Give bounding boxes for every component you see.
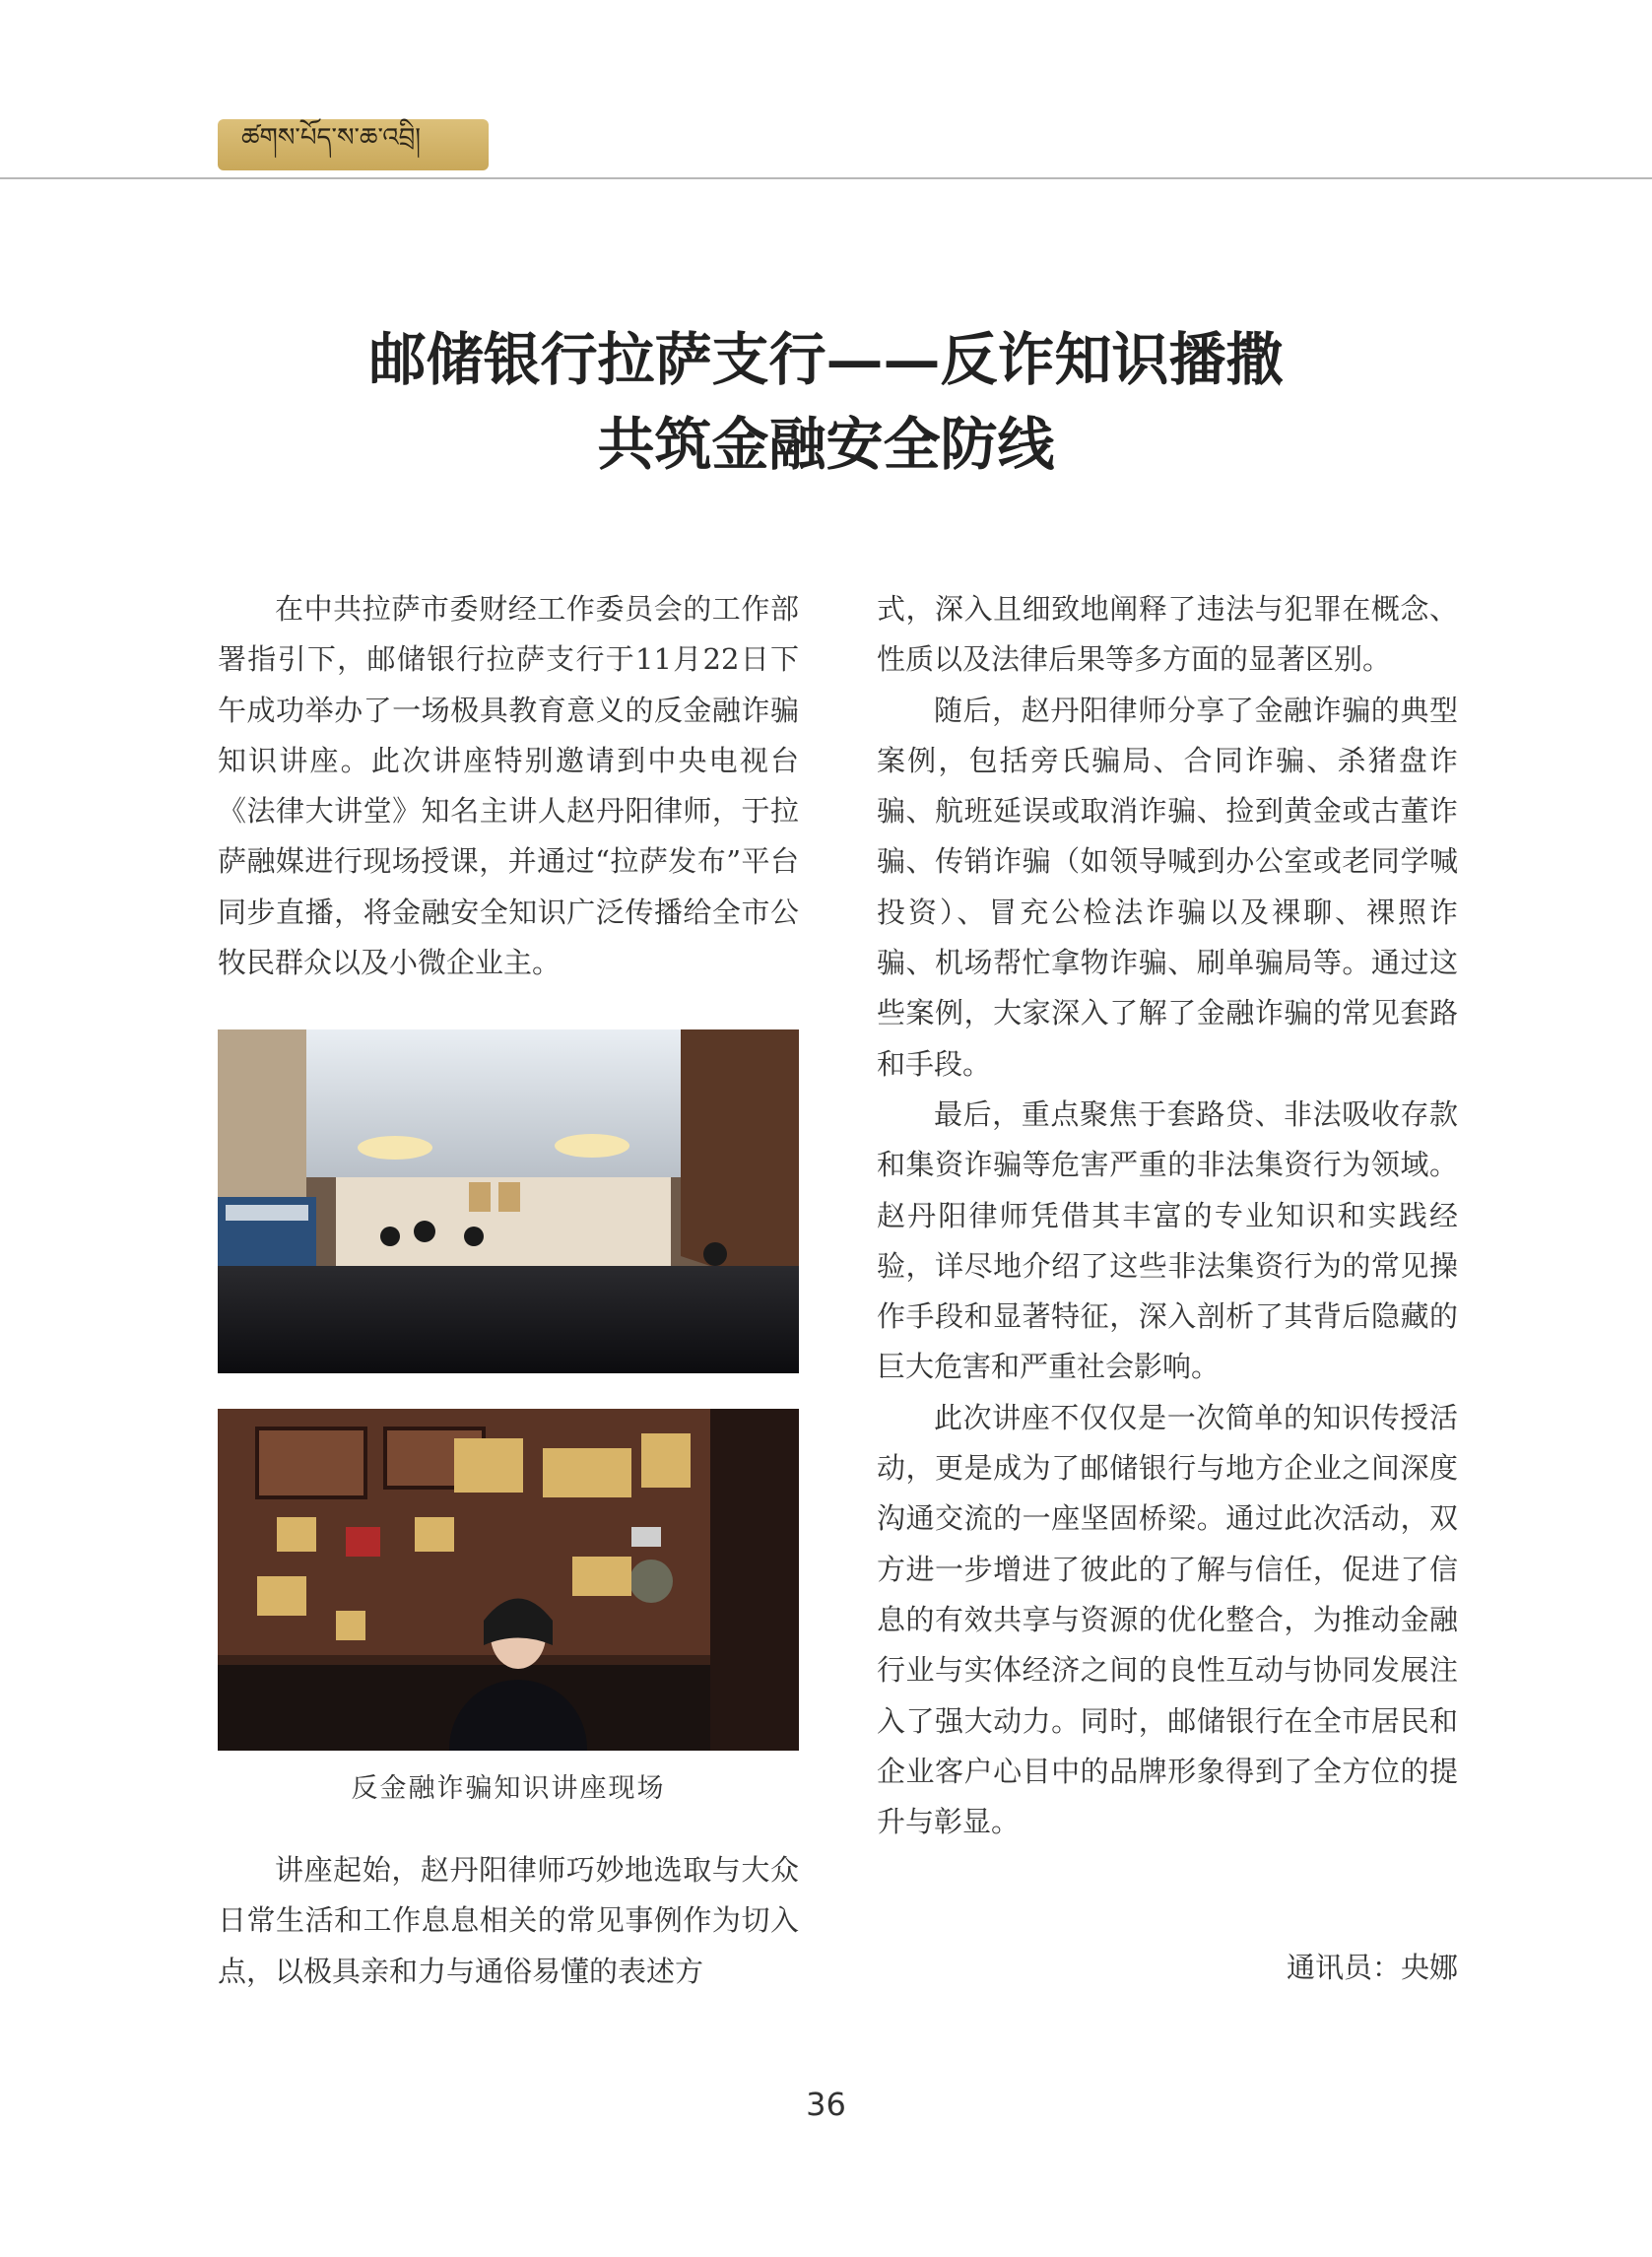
left-column-top — [218, 584, 799, 988]
article-title — [0, 317, 1652, 487]
title-line-1: 邮储银行拉萨支行——反诈知识播撒 — [368, 326, 1284, 393]
paragraph-fraud-cases: 随后，赵丹阳律师分享了金融诈骗的典型案例，包括旁氏骗局、合同诈骗、杀猪盘诈骗、航班延误或取消诈骗、捡到黄金或古董诈骗、传销诈骗（如领导喊到办公室或老同学喊投资）、冒充公检法诈骗以及裸聊、裸照诈骗、机场帮忙拿物诈骗、刷单骗局等。通过这些案例，大家深入了解了金融诈骗的常见套路和手段。 — [877, 693, 1458, 1081]
photo-lecture-room-image — [218, 1029, 799, 1373]
photo-speaker — [218, 1409, 799, 1751]
title-line-2: 共筑金融安全防线 — [597, 411, 1055, 478]
paragraph-lecture-start: 讲座起始，赵丹阳律师巧妙地选取与大众日常生活和工作息息相关的常见事例作为切入点，以极具亲和力与通俗易懂的表述方 — [218, 1853, 799, 1988]
paragraph-illegal-fundraising: 最后，重点聚焦于套路贷、非法吸收存款和集资诈骗等危害严重的非法集资行为领域。赵丹阳律师凭借其丰富的专业知识和实践经验，详尽地介绍了这些非法集资行为的常见操作手段和显著特征，深入剖析了其背后隐藏的巨大危害和严重社会影响。 — [877, 1096, 1458, 1384]
photo-speaker-image — [218, 1409, 799, 1751]
header-rule — [0, 177, 1652, 179]
left-column-bottom — [218, 1845, 799, 1997]
byline: 通讯员：央娜 — [1286, 1951, 1458, 1984]
paragraph-conclusion: 此次讲座不仅仅是一次简单的知识传授活动，更是成为了邮储银行与地方企业之间深度沟通交流的一座坚固桥梁。通过此次活动，双方进一步增进了彼此的了解与信任，促进了信息的有效共享与资源的优化整合，为推动金融行业与实体经济之间的良性互动与协同发展注入了强大动力。同时，邮储银行在全市居民和企业客户心目中的品牌形象得到了全方位的提升与彰显。 — [877, 1400, 1458, 1839]
right-column — [877, 584, 1458, 1847]
paragraph-lecture-start-continued: 式，深入且细致地阐释了违法与犯罪在概念、性质以及法律后果等多方面的显著区别。 — [877, 592, 1458, 677]
paragraph-intro: 在中共拉萨市委财经工作委员会的工作部署指引下，邮储银行拉萨支行于11月22日下午成功举办了一场极具教育意义的反金融诈骗知识讲座。此次讲座特别邀请到中央电视台《法律大讲堂》知名主讲人赵丹阳律师，于拉萨融媒进行现场授课，并通过“拉萨发布”平台同步直播，将金融安全知识广泛传播给全市公牧民群众以及小微企业主。 — [218, 592, 799, 980]
section-header-text: ཚགས་པོད་ས་ཆ་འབྲི། — [241, 122, 422, 153]
section-header-tab — [218, 119, 489, 170]
page-number: 36 — [806, 2086, 846, 2123]
photo-lecture-room — [218, 1029, 799, 1373]
photo-caption: 反金融诈骗知识讲座现场 — [351, 1773, 666, 1804]
